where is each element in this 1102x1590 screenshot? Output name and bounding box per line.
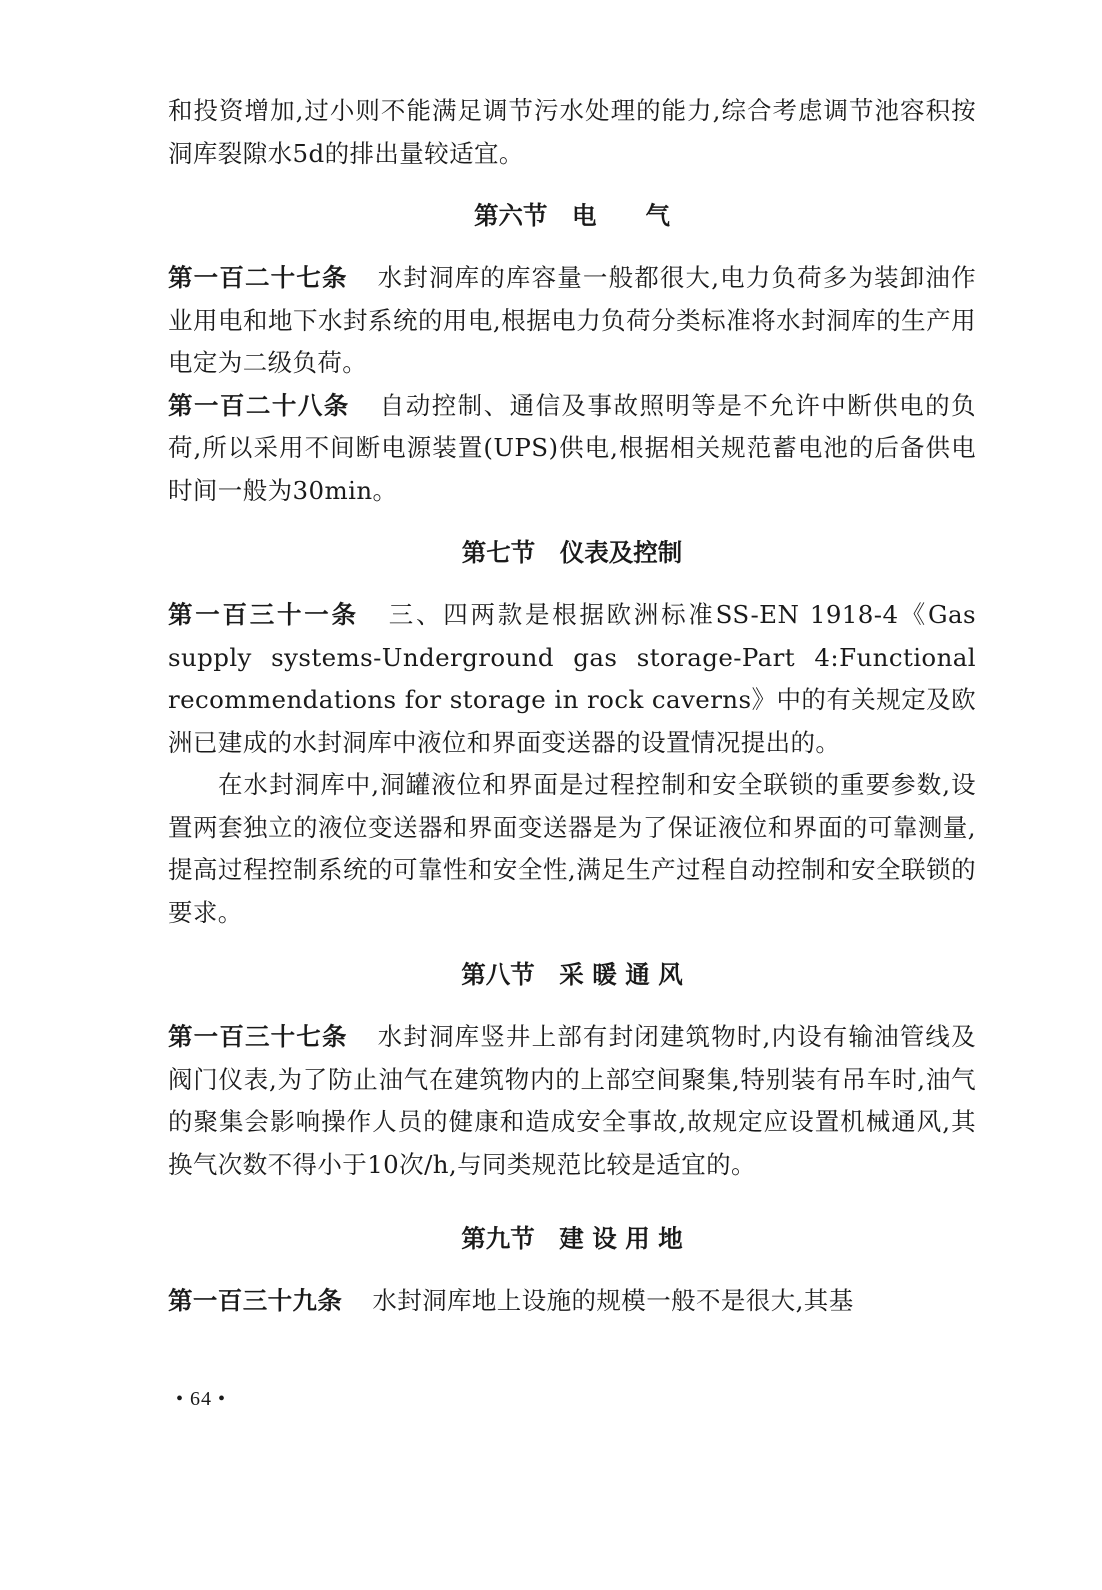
section-heading-8: 第八节 采 暖 通 风 <box>461 960 683 989</box>
article-139-label: 第一百三十九条 <box>168 1286 343 1315</box>
article-128-text: 自动控制、通信及事故照明等是不允许中断供电的负荷,所以采用不间断电源装置(UPS)供电,根据相关规范蓄电池的后备供电时间一般为30min。 <box>168 390 976 505</box>
article-137 <box>168 1016 976 1186</box>
article-137-label: 第一百三十七条 <box>168 1022 348 1051</box>
article-128 <box>168 385 976 513</box>
section-heading-7: 第七节 仪表及控制 <box>461 538 683 567</box>
article-127-label: 第一百二十七条 <box>168 263 348 292</box>
article-128-label: 第一百二十八条 <box>168 390 350 420</box>
paragraph-continued: 和投资增加,过小则不能满足调节污水处理的能力,综合考虑调节池容积按洞库裂隙水5d的排出量较适宜。 <box>168 96 976 168</box>
article-131 <box>168 594 976 764</box>
article-131-text: 三、四两款是根据欧洲标准SS-EN 1918-4《Gas supply systems-Underground gas storage-Part 4:Functional recommendations for storage in rock caverns》中的有关规定及欧洲已建成的水封洞库中液位和界面变送器的设置情况提出的。 <box>168 600 976 757</box>
section-heading-6: 第六节 电 气 <box>474 201 670 230</box>
page-number: • 64 • <box>176 1388 227 1410</box>
section-heading-9: 第九节 建 设 用 地 <box>461 1224 683 1253</box>
article-127-text: 水封洞库的库容量一般都很大,电力负荷多为装卸油作业用电和地下水封系统的用电,根据电力负荷分类标准将水封洞库的生产用电定为二级负荷。 <box>168 263 976 377</box>
article-139 <box>168 1280 976 1323</box>
article-139-text: 水封洞库地上设施的规模一般不是很大,其基 <box>372 1286 854 1315</box>
article-131-paragraph-2: 在水封洞库中,洞罐液位和界面是过程控制和安全联锁的重要参数,设置两套独立的液位变送器和界面变送器是为了保证液位和界面的可靠测量,提高过程控制系统的可靠性和安全性,满足生产过程自动控制和安全联锁的要求。 <box>168 770 976 927</box>
page-body <box>168 90 976 1323</box>
article-137-text: 水封洞库竖井上部有封闭建筑物时,内设有输油管线及阀门仪表,为了防止油气在建筑物内的上部空间聚集,特别装有吊车时,油气的聚集会影响操作人员的健康和造成安全事故,故规定应设置机械通风,其换气次数不得小于10次/h,与同类规范比较是适宜的。 <box>168 1022 976 1179</box>
article-131-label: 第一百三十一条 <box>168 600 359 629</box>
article-127 <box>168 257 976 385</box>
